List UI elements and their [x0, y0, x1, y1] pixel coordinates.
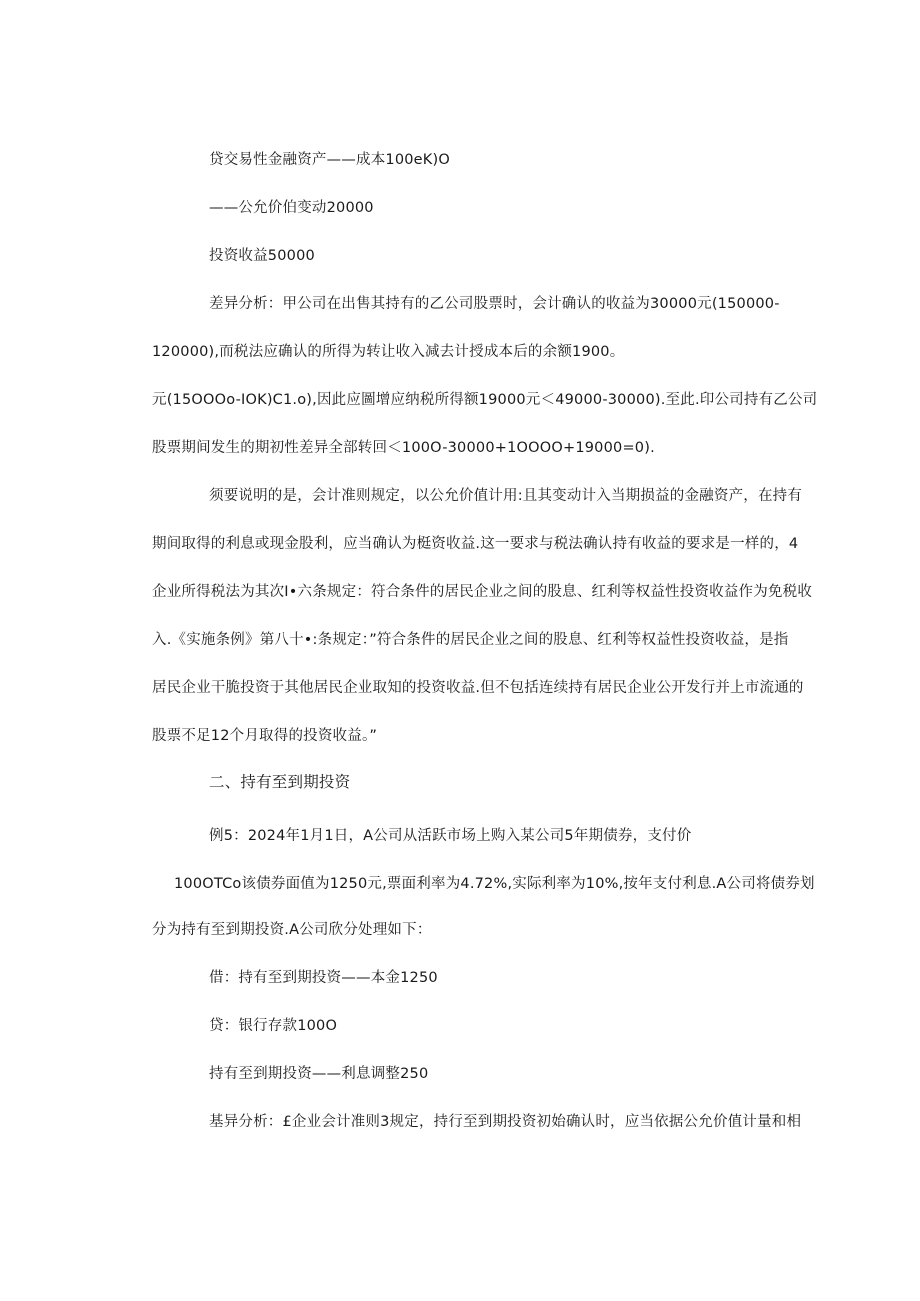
paragraph-line: 分为持有至到期投资.A公司欣分处理如下：: [152, 922, 432, 938]
entry-credit-bank-deposit: 贷：银行存款100O: [209, 1018, 338, 1034]
entry-htm-interest-adjustment: 持有至到期投资——利息调整250: [209, 1066, 429, 1082]
paragraph-line: 股票不足12个月取得的投资收益。”: [152, 728, 378, 744]
entry-investment-income: 投资收益50000: [209, 248, 315, 264]
paragraph-line: 企业所得税法为其次I•六条规定：符合条件的居民企业之间的股息、红利等权益性投资收益作为免税收: [152, 584, 813, 600]
paragraph-line: 例5：2024年1月1日，A公司从活跃市场上购入某公司5年期债券，支付价: [209, 828, 692, 844]
paragraph-line: 差异分析：甲公司在出售其持有的乙公司股票时，会计确认的收益为30000元(150000-: [209, 296, 780, 312]
paragraph-line: 基异分析：£企业会计准则3规定，持行至到期投资初始确认时，应当依据公允价值计量和相: [209, 1114, 802, 1130]
section-heading: 二、持有至到期投资: [209, 773, 351, 791]
paragraph-line: 100OTCo该债券面值为1250元,票面利率为4.72%,实际利率为10%,按年支付利息.A公司将债券划: [174, 876, 815, 892]
paragraph-line: 股票期间发生的期初性差异全部转回＜100O-30000+1OOOO+19000=0).: [152, 440, 655, 456]
entry-debit-htm-principal: 借：持有至到期投资——本金1250: [209, 970, 438, 986]
entry-credit-trading-assets: 贷交易性金融资产——成本100eK)O: [209, 152, 450, 168]
entry-fair-value-change: ——公允价伯变动20000: [209, 200, 374, 216]
paragraph-line: 元(15OOOo-IOK)C1.o),因此应圖增应纳税所得额19000元＜49000-30000).至此.印公司持有乙公司: [152, 392, 818, 408]
paragraph-line: 居民企业干脆投资于其他居民企业取知的投资收益.但不包括连续持有居民企业公开发行并上市流通的: [152, 680, 804, 696]
paragraph-line: 须要说明的是，会计准则规定，以公允价值计用:且其变动计入当期损益的金融资产，在持有: [209, 488, 803, 504]
paragraph-line: 120000),而税法应确认的所得为转让收入减去计授成本后的余额1900。: [152, 344, 625, 360]
paragraph-line: 入.《实施条例》第八十•:条规定：”符合条件的居民企业之间的股息、红利等权益性投资收益，是指: [152, 632, 789, 648]
paragraph-line: 期间取得的利息或现金股利，应当确认为梃资收益.这一要求与税法确认持有收益的要求是一样的，4: [152, 536, 799, 552]
